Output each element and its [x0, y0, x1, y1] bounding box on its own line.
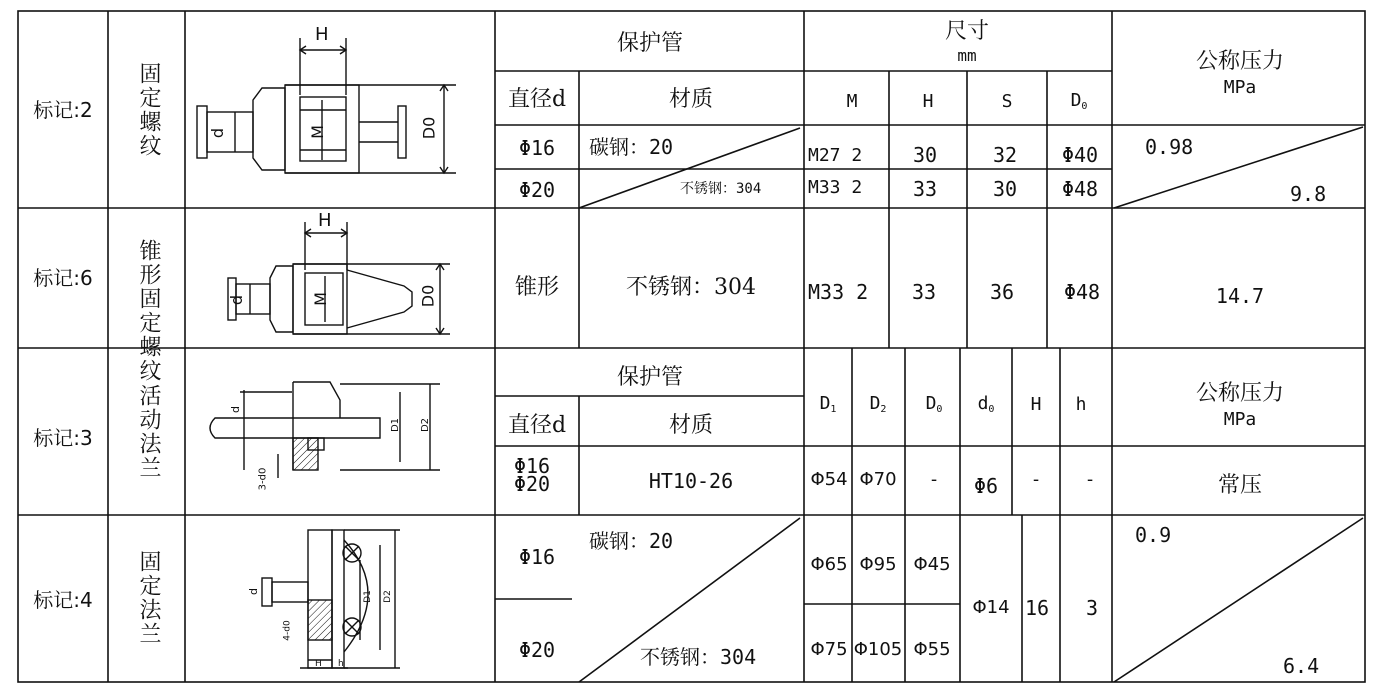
- drawing-label-h: H: [318, 210, 332, 231]
- value-d1-16: Φ65: [810, 554, 848, 575]
- diameter-tapered: 锥形: [514, 275, 560, 300]
- pressure-top: 0.98: [1145, 135, 1194, 159]
- drawing-label-holes: 4-d0: [282, 620, 293, 641]
- col-h: H: [1030, 394, 1042, 415]
- size-unit: mm: [957, 46, 977, 65]
- drawing-label-d: d: [227, 294, 247, 306]
- drawing-label-d: d: [208, 127, 228, 139]
- value-small-d0: Φ14: [972, 597, 1010, 618]
- col-diameter: 直径d: [507, 87, 567, 112]
- diameter-20: Φ20: [513, 472, 551, 496]
- value-d2: Φ70: [859, 469, 897, 490]
- drawing-label-d0: D0: [419, 116, 439, 140]
- col-d0: $D_0$: [1070, 90, 1088, 112]
- drawing-label-d1: D1: [390, 417, 402, 433]
- value-h: -: [1030, 469, 1042, 490]
- pressure-unit: MPa: [1223, 77, 1257, 98]
- group-header: 保护管: [616, 365, 684, 390]
- diameter-16: Φ16: [518, 136, 556, 160]
- row-label: 标记:6: [33, 266, 93, 290]
- col-s: S: [1001, 91, 1013, 112]
- value-small-h: -: [1084, 469, 1096, 490]
- value-s-20: 30: [992, 177, 1018, 201]
- col-material: 材质: [668, 87, 714, 112]
- material-stainless: 不锈钢：304: [680, 181, 762, 197]
- value-d2-20: Φ105: [853, 639, 903, 660]
- size-header: 尺寸: [944, 19, 990, 44]
- material-carbon: 碳钢：20: [589, 135, 674, 159]
- pressure: 常压: [1217, 473, 1263, 498]
- value-m-16: M27 2: [808, 145, 863, 166]
- col-small-h: h: [1075, 394, 1087, 415]
- row-label: 标记:4: [33, 588, 93, 612]
- material: 不锈钢：304: [626, 275, 756, 300]
- drawing-label-d: d: [246, 588, 260, 595]
- value-h: 33: [911, 280, 937, 304]
- value-s-16: 32: [992, 143, 1018, 167]
- value-d0: Φ48: [1063, 280, 1101, 304]
- value-h: 16: [1024, 596, 1050, 620]
- pressure-bottom: 6.4: [1283, 654, 1320, 678]
- value-d0-20: Φ55: [913, 639, 951, 660]
- col-m: M: [846, 91, 858, 112]
- row-type: 固定螺纹: [136, 62, 161, 158]
- row-label: 标记:2: [33, 98, 93, 122]
- group-header: 保护管: [616, 31, 684, 56]
- row-type: 锥形固定螺纹: [136, 239, 161, 383]
- value-d2-16: Φ95: [859, 554, 897, 575]
- value-s: 36: [989, 280, 1015, 304]
- col-d1: $D_1$: [819, 393, 837, 415]
- pressure-unit: MPa: [1223, 409, 1257, 430]
- material-carbon: 碳钢：20: [589, 529, 674, 553]
- value-m: M33 2: [808, 280, 869, 304]
- drawing-label-d1: D1: [362, 590, 373, 603]
- drawing-label-holes: 3-d0: [257, 467, 269, 491]
- value-h-16: 30: [912, 143, 938, 167]
- drawing-label-m: M: [307, 125, 327, 139]
- drawing-label-h: H: [315, 24, 329, 45]
- drawing-label-d0: D0: [418, 284, 438, 308]
- col-d2: $D_2$: [869, 393, 887, 415]
- value-d0-20: Φ48: [1061, 177, 1099, 201]
- col-small-d0: $d_0$: [977, 393, 995, 415]
- material-stainless: 不锈钢：304: [640, 645, 757, 669]
- col-diameter: 直径d: [507, 413, 567, 438]
- drawing-label-d2: D2: [420, 417, 432, 433]
- material: HT10-26: [648, 469, 734, 493]
- value-d0-16: Φ40: [1061, 143, 1099, 167]
- pressure-header: 公称压力: [1195, 381, 1285, 406]
- drawing-label-sh: h: [338, 659, 344, 669]
- diameter-16: Φ16: [518, 545, 556, 569]
- pressure-bottom: 9.8: [1290, 182, 1327, 206]
- value-h-20: 33: [912, 177, 938, 201]
- value-small-d0: Φ6: [973, 474, 999, 498]
- value-d0: -: [928, 469, 940, 490]
- col-material: 材质: [668, 413, 714, 438]
- col-h: H: [922, 91, 934, 112]
- value-d1-20: Φ75: [810, 639, 848, 660]
- value-d1: Φ54: [810, 469, 848, 490]
- col-d0: $D_0$: [925, 393, 943, 415]
- diameter-20: Φ20: [518, 178, 556, 202]
- pressure-top: 0.9: [1135, 523, 1172, 547]
- row-label: 标记:3: [33, 426, 93, 450]
- drawing-label-m: M: [310, 292, 330, 306]
- drawing-label-d: d: [228, 406, 242, 413]
- drawing-label-d2: D2: [382, 590, 393, 603]
- diameter-16: Φ16: [513, 454, 551, 478]
- row-type: 活动法兰: [136, 384, 161, 480]
- value-d0-16: Φ45: [913, 554, 951, 575]
- value-m-20: M33 2: [808, 177, 863, 198]
- pressure-header: 公称压力: [1195, 49, 1285, 74]
- value-small-h: 3: [1085, 596, 1099, 620]
- row-type: 固定法兰: [136, 550, 161, 646]
- pressure: 14.7: [1215, 284, 1265, 308]
- diameter-20: Φ20: [518, 638, 556, 662]
- drawing-label-h: H: [315, 659, 322, 669]
